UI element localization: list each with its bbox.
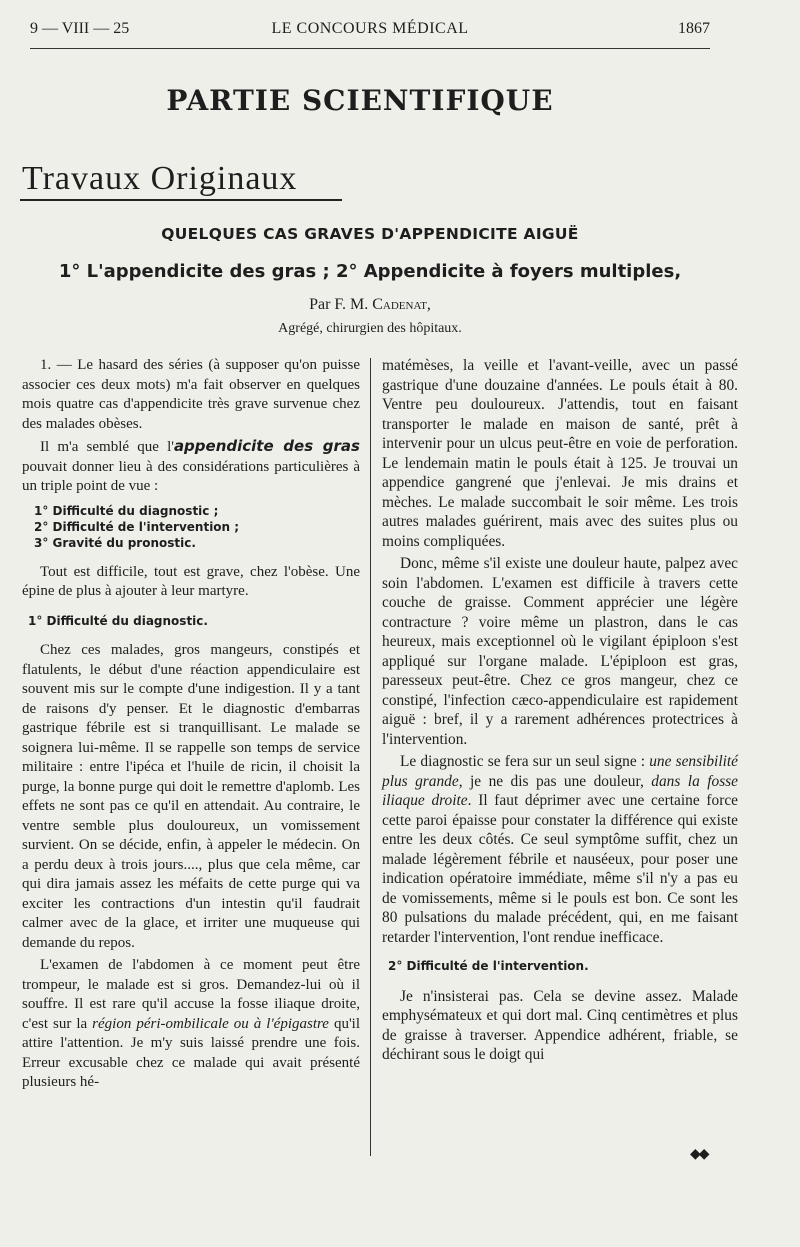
ornament-icon: ◆◆ xyxy=(690,1147,708,1162)
left-column xyxy=(22,356,360,1096)
author-affiliation: Agrégé, chirurgien des hôpitaux. xyxy=(278,321,462,336)
emphasis: une sensibilité plus grande xyxy=(382,753,738,790)
point-list xyxy=(34,503,360,551)
paragraph: Il m'a semblé que l'appendicite des gras pouvait donner lieu à des considérations particulières à un triple point de vue : xyxy=(22,437,360,494)
section-title: PARTIE SCIENTIFIQUE xyxy=(166,84,554,117)
paragraph: matémèses, la veille et l'avant-veille, avec un passé gastrique d'une douzaine d'années. Le pouls était à 80. Ventre peu douloureux. J'attendis, tout en faisant transporter le malade en maison de santé, prêt à intervenir pour un ulcus peut-être en voie de perforation. Le lendemain matin le pouls était à 125. Je trouvai un appendice gangrené que j'enlevai. Je mis drains et mèches. Le malade succombait le soir même. Les trois autres malades guérirent, mais avec des suites plus ou moins compliquées. xyxy=(382,357,738,550)
paragraph: Chez ces malades, gros mangeurs, constipés et flatulents, le début d'une réaction appendiculaire est souvent mis sur le compte d'une indigestion. Il y a tant de raisons d'y penser. Et le diagnostic d'embarras gastrique fébrile est si tranquillisant. Le malade se soignera lui-même. Il se rappelle son temps de service militaire : entre l'ipéca et l'huile de ricin, il choisit la purge, la bonne purge qui doit le remettre d'aplomb. Les effets ne sont pas ce qu'il en attendait. Au contraire, le ventre semble plus douloureux, un vomissement survient. On se décide, enfin, à appeler le médecin. On a perdu deux à trois jours...., plus que cela même, car qui dira jamais assez les méfaits de cette purge qui va exciter les contractions d'un intestin qu'il faudrait calmer avec de la glace, et irriter une muqueuse qui demande du repos. xyxy=(22,642,360,951)
journal-name: LE CONCOURS MÉDICAL xyxy=(271,20,469,37)
column-divider xyxy=(370,358,371,1156)
paragraph: Tout est difficile, tout est grave, chez l'obèse. Une épine de plus à ajouter à leur martyre. xyxy=(22,563,360,599)
article-title: QUELQUES CAS GRAVES D'APPENDICITE AIGUË xyxy=(161,225,579,243)
issue-date: 9 — VIII — 25 xyxy=(30,20,130,37)
subsection-heading: 1° Difficulté du diagnostic. xyxy=(28,613,208,628)
list-item: 3° Gravité du pronostic. xyxy=(34,535,196,550)
subsection-heading: 2° Difficulté de l'intervention. xyxy=(388,959,589,973)
paragraph: 1. — Le hasard des séries (à supposer qu'on puisse associer ces deux mots) m'a fait observer en quelques mois quatre cas d'appendicite très grave survenue chez des malades obèses. xyxy=(22,357,360,432)
paragraph: Je n'insisterai pas. Cela se devine assez. Malade emphysémateux et qui dort mal. Cinq centimètres et plus de graisse à traverser. Appendice adhérent, friable, se déchirant sous le doigt qui xyxy=(382,987,738,1063)
rubric-underline xyxy=(20,199,342,201)
author-name: Cadenat, xyxy=(372,296,431,313)
header-rule xyxy=(30,48,710,49)
article-subtitle: 1° L'appendicite des gras ; 2° Appendicite à foyers multiples, xyxy=(58,261,682,282)
author-prefix: Par F. M. xyxy=(309,296,373,313)
list-item: 1° Difficulté du diagnostic ; xyxy=(34,503,219,518)
author-line xyxy=(0,296,740,314)
paragraph: Le diagnostic se fera sur un seul signe : une sensibilité plus grande, je ne dis pas une douleur, dans la fosse iliaque droite. Il faut déprimer avec une certaine force cette paroi épaisse pour constater la différence qui existe entre les deux côtés. Ce seul symptôme suffit, chez un malade légèrement fébrile et nauséeux, pour poser une indication opératoire immédiate, même s'il n'y a pas eu de vomissements, même si le pouls est bon. Ce sont les 80 pulsations du malade précédent, qui, en me faisant retarder l'intervention, l'ont rendue inefficace. xyxy=(382,753,739,946)
paragraph: L'examen de l'abdomen à ce moment peut être trompeur, le malade est si gros. Demandez-lui où il souffre. Il est rare qu'il accuse la fosse iliaque droite, c'est sur la région péri-ombilicale ou à l'épigastre qu'il attire l'attention. Je m'y suis laissé prendre une fois. Erreur excusable chez ce malade qui avait présenté plusieurs hé- xyxy=(22,957,360,1090)
emphasis: dans la fosse iliaque droite xyxy=(382,772,739,809)
right-column xyxy=(382,356,738,1068)
page-number: 1867 xyxy=(678,20,710,37)
emphasis: région péri-ombilicale ou à l'épigastre xyxy=(92,1015,329,1032)
running-header xyxy=(30,20,710,42)
rubric-title: Travaux Originaux xyxy=(22,160,298,197)
emphasis: appendicite des gras xyxy=(173,437,360,455)
list-item: 2° Difficulté de l'intervention ; xyxy=(34,519,240,534)
paragraph: Donc, même s'il existe une douleur haute, palpez avec soin l'abdomen. L'examen est difficile à travers cette couche de graisse. Comment apprécier une légère contracture ? voire même un plastron, dans le cas heureux, mais exceptionnel où le vigilant épiploon s'est appliqué sur l'organe malade. L'épiploon est gras, paresseux peut-être. Chez ce gros mangeur, chez ce constipé, l'infection cæco-appendiculaire est rapidement aiguë : bref, il y a rarement adhérences protectrices à l'intervention. xyxy=(382,555,738,748)
